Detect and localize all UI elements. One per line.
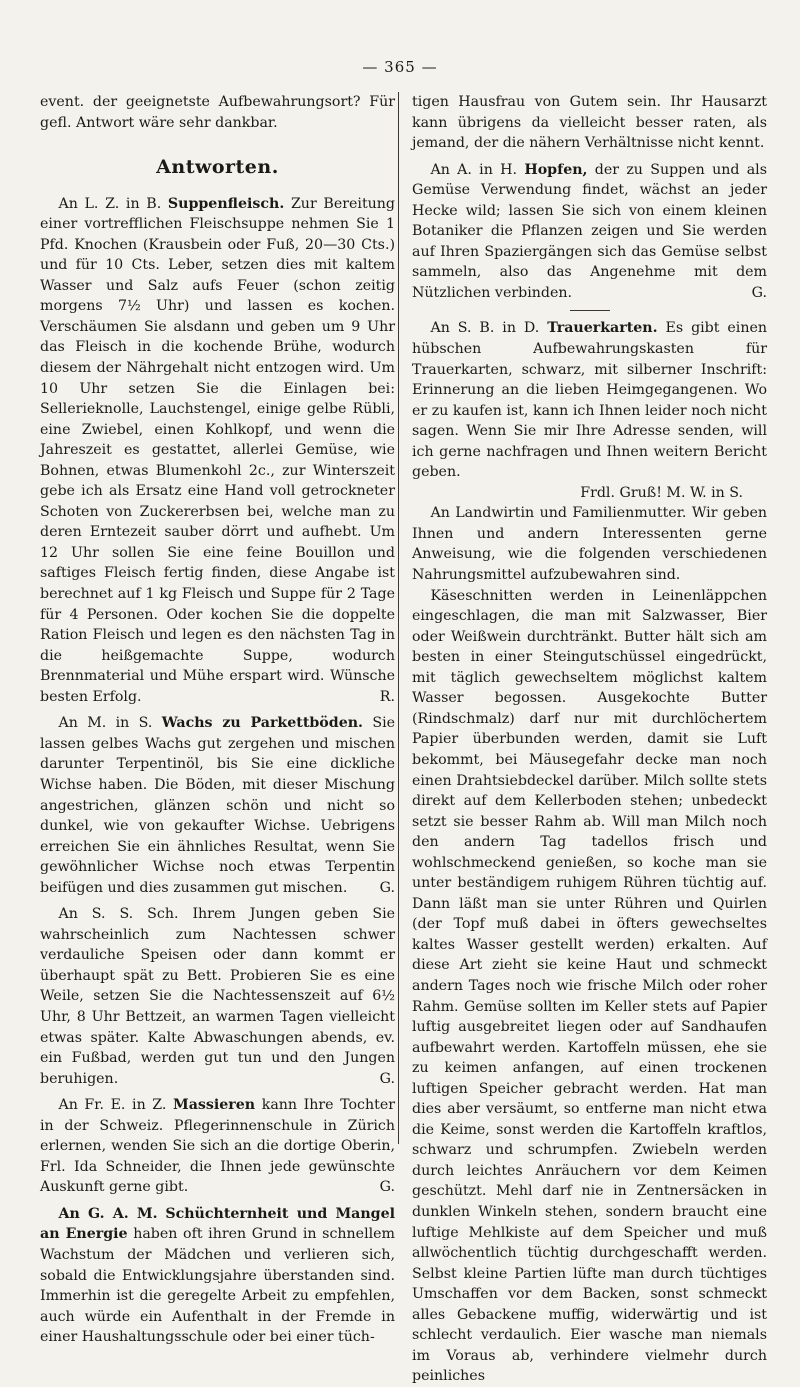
- answer-text: Sie lassen gelbes Wachs gut zergehen und mischen darunter Terpentinöl, bis Sie eine dickliche Wichse haben. Die Böden, mit dieser Mischung angestrichen, glänzen schön und nicht so dunkel, wie von gekaufter Wichse. Uebrigens erreichen Sie ein ähnliches Resultat, wenn Sie gewöhnlicher Wichse noch etwas Terpentin beifügen und dies zusammen gut mischen.: [40, 715, 395, 896]
- greeting-line: Frdl. Gruß! M. W. in S.: [580, 484, 743, 501]
- answer-title: Hopfen,: [524, 161, 588, 178]
- answer-title: Schüchternheit und Mangel an Energie: [40, 1205, 396, 1243]
- left-column: [40, 92, 395, 1348]
- answer-trauerkarten: [412, 318, 767, 482]
- answer-jungen: [40, 904, 395, 1089]
- answer-title: Massieren: [173, 1097, 256, 1114]
- answer-address: An L. Z. in B.: [58, 195, 162, 212]
- answer-signature: G.: [751, 284, 767, 301]
- answer-text: Ihrem Jungen geben Sie wahrscheinlich zum Nachtessen schwer verdauliche Speisen oder dann kommt er überhaupt spät zu Bett. Probieren Sie es eine Weile, setzen Sie die Nachtessenszeit auf 6½ Uhr, 8 Uhr Bettzeit, an warmen Tagen vielleicht etwas später. Kalte Abwaschungen abends, ev. ein Fußbad, werden gut tun und den Jungen beruhigen.: [40, 906, 396, 1087]
- answer-suppenfleisch: [40, 194, 395, 708]
- intro-paragraph: event. der geeignetste Aufbewahrungsort? Für gefl. Antwort wäre sehr dankbar.: [40, 94, 395, 131]
- answer-landwirtin: An Landwirtin und Familienmutter. Wir geben Ihnen und andern Interessenten gerne Anweisung, wie die folgenden verschiedenen Nahrungsmittel aufzubewahren sind.: [412, 505, 767, 584]
- answer-wachs: [40, 713, 395, 898]
- answer-signature: G.: [379, 879, 395, 896]
- answer-address: An M. in S.: [58, 715, 153, 732]
- answer-signature: G.: [379, 1070, 395, 1087]
- answer-address: An A. in H.: [430, 161, 518, 178]
- column-divider: [398, 92, 399, 1144]
- continued-paragraph: tigen Hausfrau von Gutem sein. Ihr Hausarzt kann übrigens da vielleicht besser raten, als jemand, der die nähern Verhältnisse nicht kennt.: [412, 94, 767, 152]
- answer-signature: G.: [379, 1179, 395, 1196]
- answer-massieren: [40, 1095, 395, 1198]
- answer-text: kann Ihre Tochter in der Schweiz. Pflegerinnenschule in Zürich erlernen, wenden Sie sich an die dortige Oberin, Frl. Ida Schneider, die Ihnen jede gewünschte Auskunft gerne gibt.: [40, 1097, 396, 1196]
- answer-title: Suppenfleisch.: [167, 195, 285, 212]
- answer-address: An Fr. E. in Z.: [58, 1097, 167, 1114]
- answer-text: Es gibt einen hübschen Aufbewahrungskasten für Trauerkarten, schwarz, mit silberner Inschrift: Erinnerung an die lieben Heimgegangenen. Wo er zu kaufen ist, kann ich Ihnen leider noch nicht sagen. Wenn Sie mir Ihre Adresse senden, will ich gerne nachfragen und Ihnen weitern Bericht geben.: [412, 320, 768, 481]
- page-number: — 365 —: [362, 58, 438, 76]
- separator-rule: [570, 310, 610, 311]
- answer-text: Zur Bereitung einer vortrefflichen Fleischsuppe nehmen Sie 1 Pfd. Knochen (Krausbein oder Fuß, 20—30 Cts.) und für 10 Cts. Leber, setzen dies mit kaltem Wasser und Salz aufs Feuer (schon zeitig morgens 7½ Uhr) und lassen es kochen. Verschäumen Sie alsdann und geben um 9 Uhr das Fleisch in die kochende Brühe, wodurch diesem der Nährgehalt nicht entzogen wird. Um 10 Uhr setzen Sie die Einlagen bei: Sellerieknolle, Lauchstengel, einige gelbe Rübli, eine Zwiebel, einen Kohlkopf, und wenn die Jahreszeit es gestattet, allerlei Gemüse, wie Bohnen, etwas Blumenkohl 2c., zur Winterszeit gebe ich als Ersatz eine Hand voll getrockneter Schoten von Zuckererbsen bei, welche man zu deren Erntezeit sauber dörrt und aufhebt. Um 12 Uhr sollen Sie eine feine Bouillon und saftiges Fleisch fertig finden, diese Angabe ist berechnet auf 1 kg Fleisch und Suppe für 2 Tage für 4 Personen. Oder kochen Sie die doppelte Ration Fleisch und legen es den nächsten Tag in die heißgemachte Suppe, wodurch Brennmaterial und Mühe erspart wird. Wünsche besten Erfolg.: [40, 195, 396, 705]
- answer-hopfen: [412, 160, 767, 304]
- answer-address: An S. S. Sch.: [58, 906, 179, 923]
- answer-text: der zu Suppen und als Gemüse Verwendung findet, wächst an jeder Hecke wild; lassen Sie sich von einem kleinen Botaniker die Pflanzen zeigen und Sie werden auf Ihren Spaziergängen sich das Gemüse selbst sammeln, also das Angenehme mit dem Nützlichen verbinden.: [412, 161, 767, 301]
- answer-text: haben oft ihren Grund in schnellem Wachstum der Mädchen und verlieren sich, sobald die Entwicklungsjahre überstanden sind. Immerhin ist die geregelte Arbeit zu empfehlen, auch würde ein Aufenthalt in der Fremde in einer Haushaltungsschule oder bei einer tüch-: [40, 1226, 396, 1346]
- answer-schuechternheit: [40, 1204, 395, 1348]
- section-heading: Antworten.: [156, 156, 279, 179]
- right-column: [412, 92, 767, 1387]
- answer-title: Wachs zu Parkettböden.: [161, 715, 363, 732]
- answer-address: An G. A. M.: [58, 1205, 158, 1222]
- answer-signature: R.: [379, 688, 395, 705]
- answer-title: Trauerkarten.: [547, 320, 658, 337]
- answer-address: An S. B. in D.: [430, 320, 540, 337]
- storage-instructions: Käseschnitten werden in Leinenläppchen eingeschlagen, die man mit Salzwasser, Bier oder Weißwein durchtränkt. Butter hält sich am besten in einer Steingutschüssel eingedrückt, mit täglich gewechseltem möglichst kaltem Wasser begossen. Ausgekochte Butter (Rindschmalz) darf nur mit durchlöchertem Papier überbunden werden, damit sie Luft bekommt, bei Mäusegefahr decke man noch einen Drahtsiebdeckel darüber. Milch sollte stets direkt auf dem Kellerboden stehen; unbedeckt setzt sie besser Rahm ab. Will man Milch noch den andern Tag tadellos frisch und wohlschmeckend genießen, so koche man sie unter beständigem ruhigem Rühren tüchtig auf. Dann läßt man sie unter Rühren und Quirlen (der Topf muß dabei in öfters gewechseltes kaltes Wasser gestellt werden) erkalten. Auf diese Art zieht sie keine Haut und schmeckt andern Tages noch wie frische Milch oder roher Rahm. Gemüse sollten im Keller stets auf Papier luftig ausgebreitet liegen oder auf Sandhaufen aufbewahrt werden. Kartoffeln müssen, ehe sie zu keimen anfangen, auf einen trockenen luftigen Speicher gebracht werden. Hat man dies aber versäumt, so entferne man nicht etwa die Keime, sonst werden die Kartoffeln kraftlos, schwarz und schrumpfen. Zwiebeln werden durch leichtes Anräuchern vor dem Keimen geschützt. Mehl darf nie in Zentnersäcken in dunklen Winkeln stehen, sondern braucht eine luftige Mehlkiste auf dem Speicher und muß allwöchentlich tüchtig durchgeschafft werden. Selbst kleine Partien lüfte man durch tüchtiges Umschaffen vor dem Backen, sonst schmeckt alles Gebackene muffig, widerwärtig und ist schlecht verdaulich. Eier wasche man niemals im Voraus ab, verhindere vielmehr durch peinliches: [412, 587, 767, 1385]
